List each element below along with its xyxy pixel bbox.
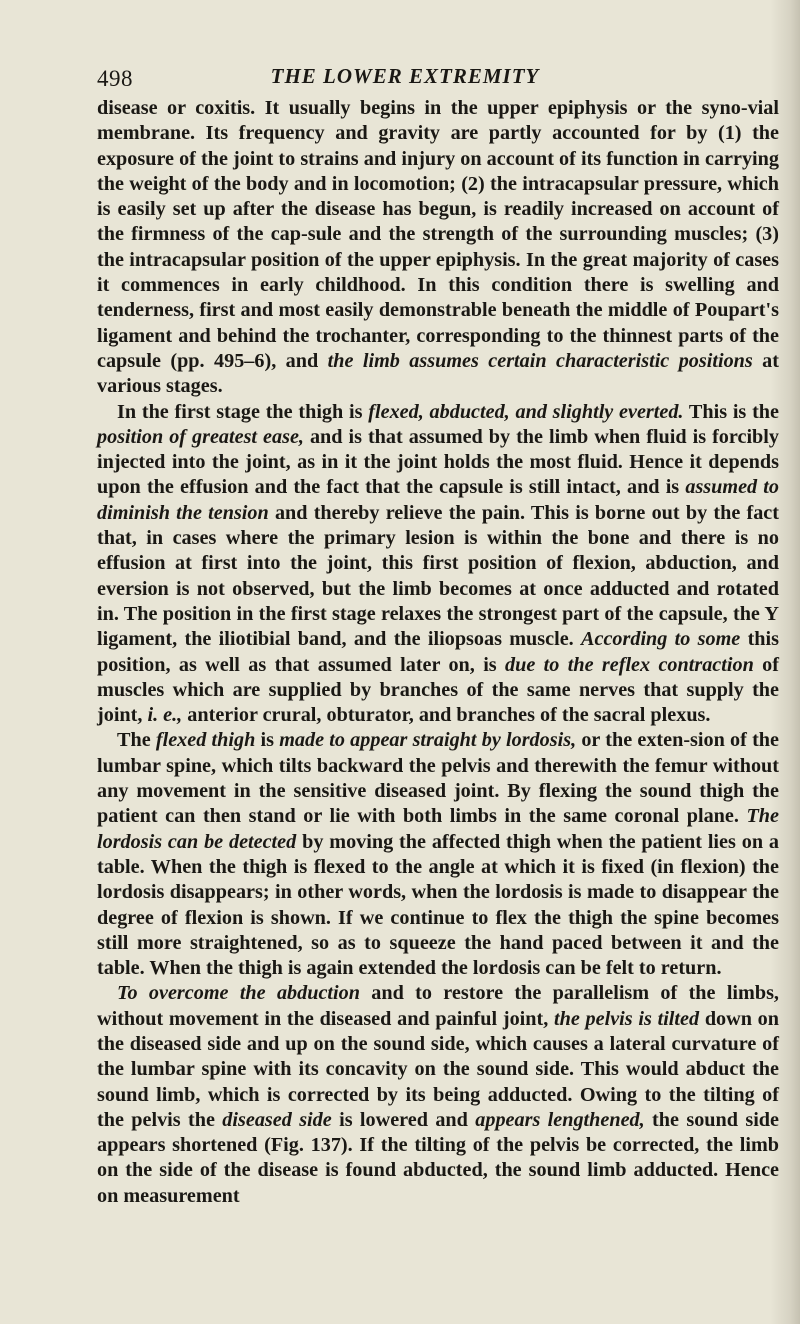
text-segment: and is that assumed by the limb when fluid is forcibly injected into the joint, as in it the joint holds the most fluid. Hence it depends upon the effusion and the fact that the capsule is still intact, and is (97, 425, 779, 499)
italic-segment: According to some (581, 628, 741, 651)
paragraph-2 (97, 400, 779, 729)
paragraph-1 (97, 96, 779, 400)
text-segment: This is the (683, 400, 779, 423)
text-segment: and to restore the parallelism of the limbs, without movement in the diseased and painful joint, (97, 982, 779, 1030)
italic-segment: flexed thigh (155, 729, 256, 752)
text-segment: disease or coxitis. It usually begins in the upper epiphysis or the syno-vial membrane. Its frequency and gravity are partly accounted for by (1) the exposure of the joint to strains and injury on account of its function in carrying the weight of the body and in locomotion; (2) the intracapsular pressure, which is easily set up after the disease has begun, is readily increased on account of the firmness of the cap-sule and the strength of the surrounding muscles; (3) the intracapsular position of the upper epiphysis. In the great majority of cases it commences in early childhood. In this condition there is swelling and tenderness, first and most easily demonstrable beneath the middle of Poupart's ligament and behind the trochanter, corresponding to the thinnest parts of the capsule (pp. 495–6), and (97, 97, 779, 372)
running-title: THE LOWER EXTREMITY (270, 64, 540, 88)
italic-segment: the limb assumes certain characteristic positions (327, 349, 753, 372)
italic-segment: To overcome the abduction (117, 982, 360, 1005)
text-segment: and thereby relieve the pain. This is borne out by the fact that, in cases where the primary lesion is within the bone and there is no effusion at first into the joint, this first position of flexion, abduction, and eversion is not observed, but the limb becomes at once adducted and rotated in. The position in the first stage relaxes the strongest part of the capsule, the Y ligament, the iliotibial band, and the iliopsoas muscle. (97, 501, 779, 651)
text-segment: at various stages. (97, 349, 779, 398)
italic-segment: due to the reflex contraction (505, 653, 754, 676)
paragraph-4 (97, 981, 779, 1209)
italic-segment: assumed to diminish the tension (97, 476, 780, 524)
text-segment: In the first stage the thigh is (117, 400, 369, 423)
italic-segment: made to appear straight by lordosis, (279, 729, 577, 752)
text-segment: The (117, 729, 156, 752)
italic-segment: flexed, abducted, and slightly everted. (368, 400, 684, 423)
text-segment: this position, as well as that assumed later on, is (97, 628, 779, 676)
text-segment: the sound side appears shortened (Fig. 137). If the tilting of the pelvis be corrected, the limb on the side of the disease is found abducted, the sound limb adducted. Hence on measurement (97, 1108, 779, 1207)
running-header (0, 62, 800, 92)
text-segment: of muscles which are supplied by branches of the same nerves that supply the joint, (97, 653, 779, 727)
italic-segment: diseased side (222, 1108, 332, 1131)
italic-segment: The lordosis can be detected (97, 805, 779, 853)
italic-segment: the pelvis is tilted (554, 1007, 700, 1030)
text-segment: is lowered and (331, 1108, 476, 1131)
text-segment: is (255, 729, 280, 752)
italic-segment: i. e., (147, 704, 183, 727)
text-segment: by moving the affected thigh when the patient lies on a table. When the thigh is flexed to the angle at which it is fixed (in flexion) the lordosis disappears; in other words, when the lordosis is made to disappear the degree of flexion is shown. If we continue to flex the thigh the spine becomes still more straightened, so as to squeeze the hand paced between it and the table. When the thigh is again extended the lordosis can be felt to return. (97, 830, 779, 980)
paragraph-3 (97, 728, 779, 981)
page-number: 498 (97, 66, 133, 91)
text-segment: anterior crural, obturator, and branches of the sacral plexus. (182, 704, 711, 727)
body-text (97, 96, 779, 1209)
italic-segment: position of greatest ease, (97, 425, 304, 448)
text-segment: down on the diseased side and up on the sound side, which causes a lateral curvature of the lumbar spine with its concavity on the sound side. This would abduct the sound limb, which is corrected by its being adducted. Owing to the tilting of the pelvis the (97, 1007, 780, 1131)
italic-segment: appears lengthened, (475, 1108, 645, 1131)
text-segment: or the exten-sion of the lumbar spine, which tilts backward the pelvis and therewith the femur without any movement in the sensitive diseased joint. By flexing the sound thigh the patient can then stand or lie with both limbs in the same coronal plane. (97, 729, 779, 828)
